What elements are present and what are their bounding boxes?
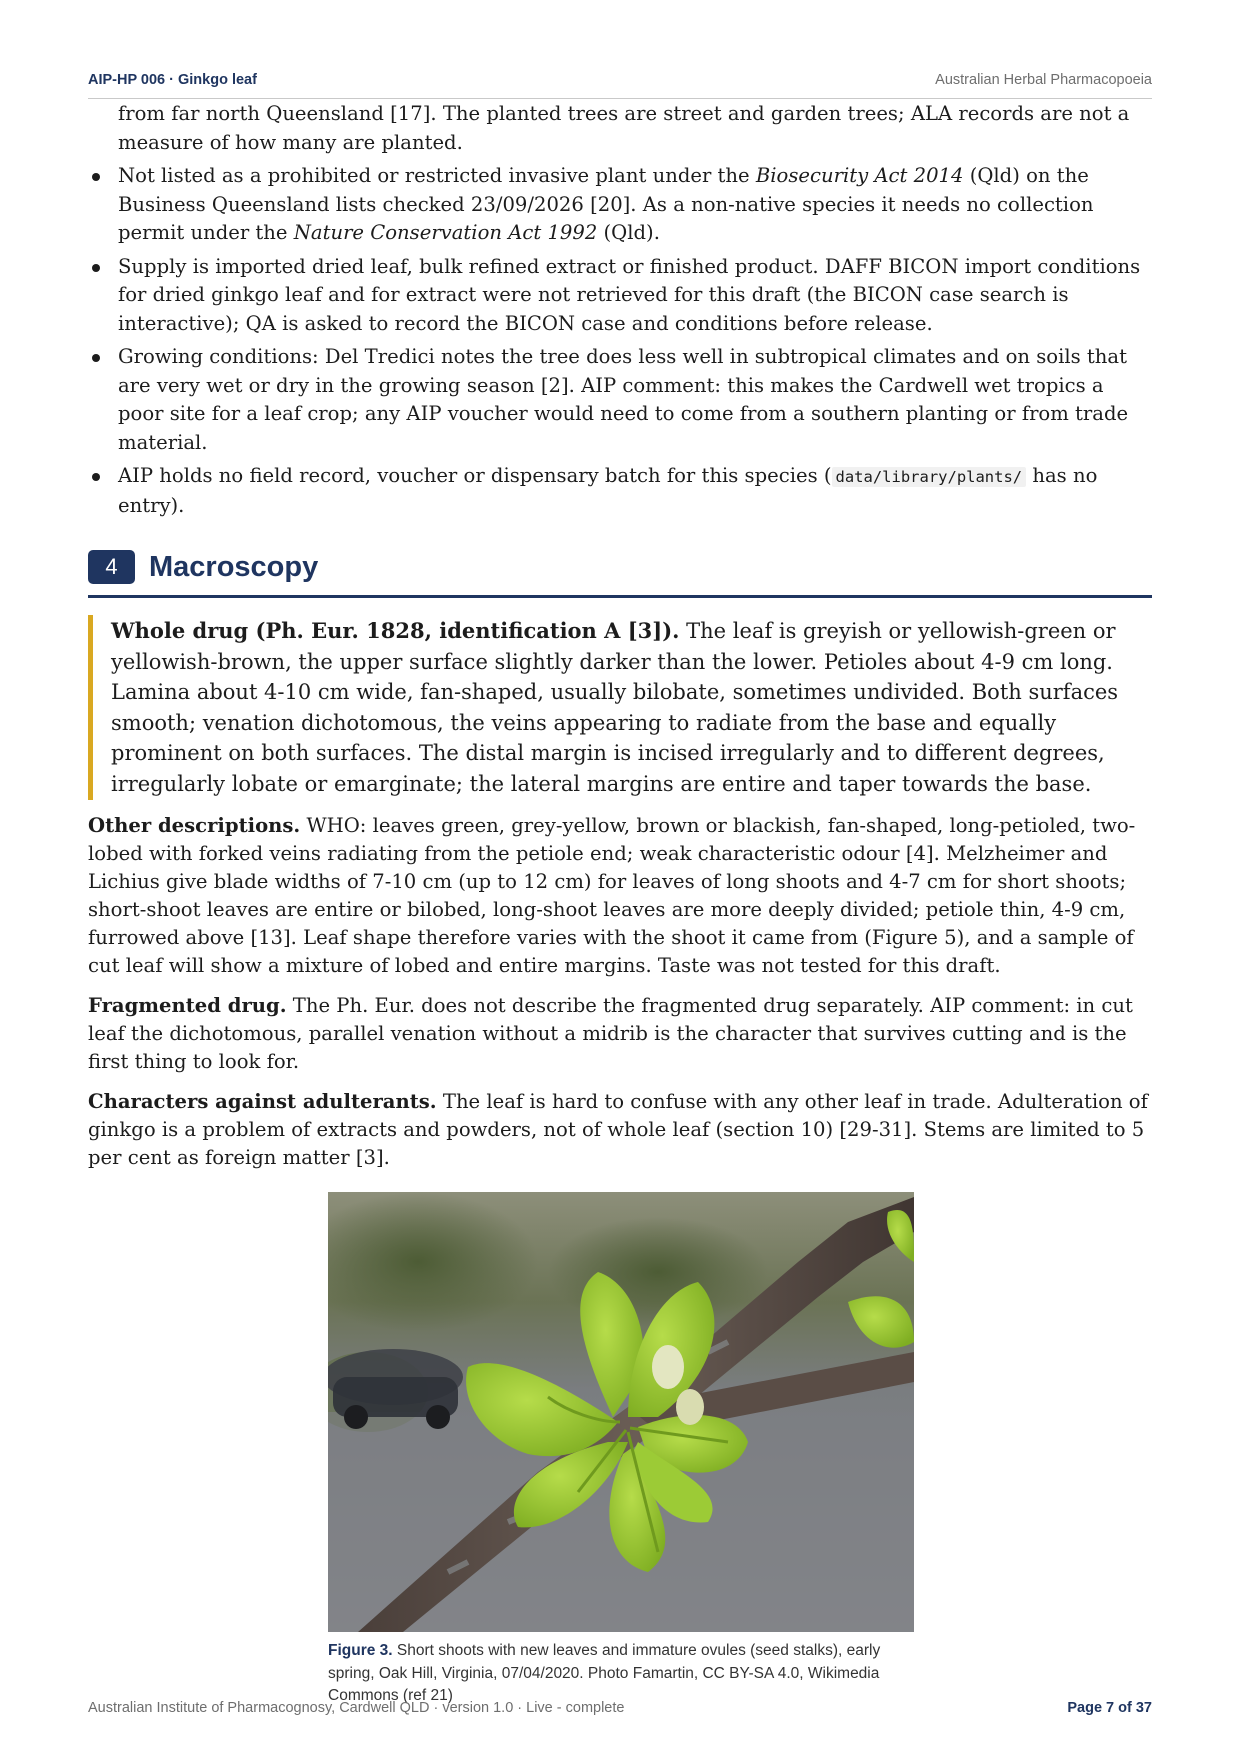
paragraph-text: The Ph. Eur. does not describe the fragmented drug separately. AIP comment: in cut leaf the dichotomous, parallel venation without a midrib is the character that survives cutting and is the first thing to look for. [88,994,1133,1073]
page-number: Page 7 of 37 [1067,1700,1152,1716]
list-item-supply [88,253,1152,339]
figure-caption-text: Short shoots with new leaves and immature ovules (seed stalks), early spring, Oak Hill, Virginia, 07/04/2020. Photo Famartin, CC BY-SA 4.0, Wikimedia Commons (ref 21) [328,1642,881,1704]
list-item-continued [88,100,1152,157]
list-text: Not listed as a prohibited or restricted invasive plant under the [118,164,756,187]
bullet-icon [92,473,100,481]
paragraph-lead: Fragmented drug. [88,994,287,1017]
paragraph-lead: Characters against adulterants. [88,1090,437,1113]
list-item-growing [88,343,1152,457]
list-text: AIP holds no field record, voucher or dispensary batch for this species ( [118,464,832,487]
page-footer [88,1700,1152,1722]
act-name: Nature Conservation Act 1992 [293,221,598,244]
whole-drug-callout [88,615,1152,800]
paragraph-text: WHO: leaves green, grey-yellow, brown or blackish, fan-shaped, long-petioled, two-lobed with forked veins radiating from the petiole end; weak characteristic odour [4]. Melzheimer and Lichius give blade widths of 7-10 cm (up to 12 cm) for leaves of long shoots and 4-7 cm for short shoots; short-shoot leaves are entire or bilobed, long-shoot leaves are more deeply divided; petiole thin, 4-9 cm, furrowed above [13]. Leaf shape therefore varies with the shoot it came from (Figure 5), and a sample of cut leaf will show a mixture of lobed and entire margins. Taste was not tested for this draft. [88,814,1136,977]
bullet-icon [92,264,100,272]
other-descriptions-paragraph [88,812,1152,980]
figure-caption [328,1640,914,1708]
list-text: (Qld). [597,221,660,244]
act-name: Biosecurity Act 2014 [755,164,964,187]
bullet-icon [92,354,100,362]
list-item-field-record [88,462,1152,520]
callout-lead: Whole drug (Ph. Eur. 1828, identification A [3]). [111,618,680,643]
list-text: (Qld) on the Business Queensland lists checked 23/09/2026 [20]. As a non-native species it needs no collection permit under the [118,164,1094,244]
figure-label: Figure 3. [328,1642,393,1659]
adulterants-paragraph [88,1088,1152,1172]
paragraph-lead: Other descriptions. [88,814,301,837]
bullet-icon [92,173,100,181]
page-header [88,70,1152,99]
figure-3 [88,1192,1152,1708]
list-text: Growing conditions: Del Tredici notes the tree does less well in subtropical climates and on soils that are very wet or dry in the growing season [2]. AIP comment: this makes the Cardwell wet tropics a poor site for a leaf crop; any AIP voucher would need to come from a southern planting or from trade material. [118,345,1129,454]
fragmented-drug-paragraph [88,992,1152,1076]
path-code: data/library/plants/ [832,467,1027,487]
list-item-biosecurity [88,162,1152,248]
bullet-list [88,100,1152,520]
ginkgo-photo [328,1192,914,1632]
header-publication: Australian Herbal Pharmacopoeia [935,72,1152,88]
section-title: Macroscopy [149,551,319,583]
list-text: has no entry). [118,464,1098,517]
footer-institute: Australian Institute of Pharmacognosy, Cardwell QLD · version 1.0 · Live - complete [88,1700,625,1716]
header-doc-id: AIP-HP 006 · Ginkgo leaf [88,72,257,88]
section-number-badge: 4 [88,550,135,584]
page-body [88,100,1152,1708]
paragraph-text: The leaf is hard to confuse with any other leaf in trade. Adulteration of ginkgo is a problem of extracts and powders, not of whole leaf (section 10) [29-31]. Stems are limited to 5 per cent as foreign matter [3]. [88,1090,1148,1169]
section-heading [88,547,1152,598]
list-text: Supply is imported dried leaf, bulk refined extract or finished product. DAFF BICON import conditions for dried ginkgo leaf and for extract were not retrieved for this draft (the BICON case search is interactive); QA is asked to record the BICON case and conditions before release. [118,254,1141,335]
callout-text: The leaf is greyish or yellowish-green or yellowish-brown, the upper surface slightly darker than the lower. Petioles about 4-9 cm long. Lamina about 4-10 cm wide, fan-shaped, usually bilobate, sometimes undivided. Both surfaces smooth; venation dichotomous, the veins appearing to radiate from the base and equally prominent on both surfaces. The distal margin is incised irregularly and to different degrees, irregularly lobate or emarginate; the lateral margins are entire and taper towards the base. [111,619,1119,796]
continued-text: from far north Queensland [17]. The planted trees are street and garden trees; ALA records are not a measure of how many are planted. [118,102,1130,154]
